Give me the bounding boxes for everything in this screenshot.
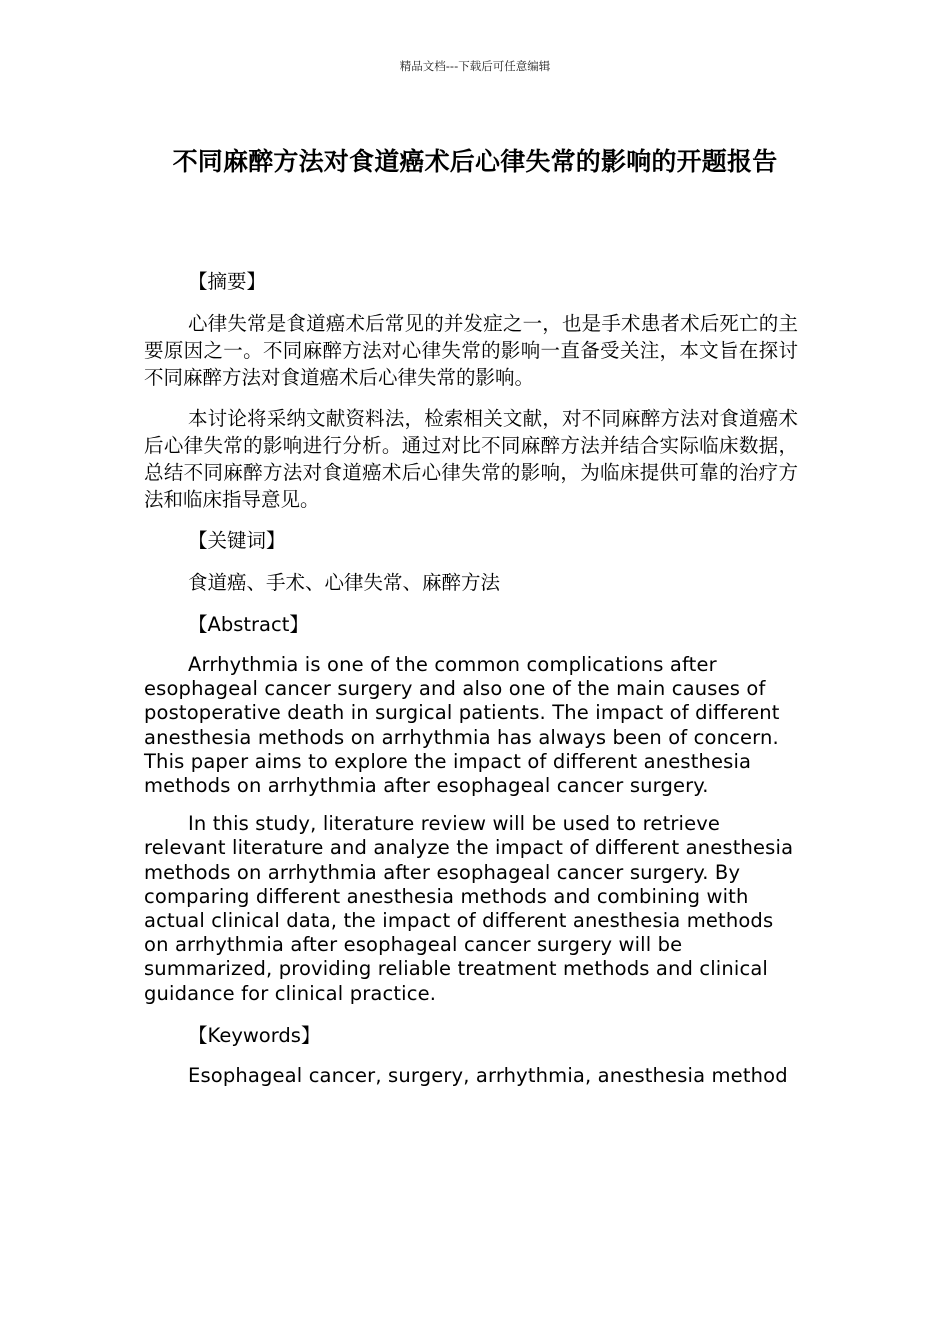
keywords-cn-heading: 【关键词】 xyxy=(188,529,286,552)
abstract-en-heading: 【Abstract】 xyxy=(188,613,309,636)
page-header: 精品文档---下载后可任意编辑 xyxy=(399,59,551,73)
keywords-en-heading: 【Keywords】 xyxy=(188,1023,321,1047)
abstract-cn-paragraph-2: 本讨论将采纳文献资料法，检索相关文献，对不同麻醉方法对食道癌术后心律失常的影响进行分析。通过对比不同麻醉方法并结合实际临床数据，总结不同麻醉方法对食道癌术后心律失常的影响，为临床提供可靠的治疗方法和临床指导意见。 xyxy=(144,407,798,511)
document-title: 不同麻醉方法对食道癌术后心律失常的影响的开题报告 xyxy=(172,147,778,176)
abstract-cn-heading: 【摘要】 xyxy=(188,270,267,293)
document-body xyxy=(144,268,798,1088)
keywords-en-text: Esophageal cancer, surgery, arrhythmia, anesthesia method xyxy=(188,1063,788,1087)
keywords-cn-text: 食道癌、手术、心律失常、麻醉方法 xyxy=(188,571,501,594)
abstract-en-paragraph-2: In this study, literature review will be used to retrieve relevant literature and analyze the impact of different anesthesia methods on arrhythmia after esophageal cancer surgery. By comparing different anesthesia methods and combining with actual clinical data, the impact of different anesthesia methods on arrhythmia after esophageal cancer surgery will be summarized, providing reliable treatment methods and clinical guidance for clinical practice. xyxy=(144,812,794,1005)
abstract-cn-paragraph-1: 心律失常是食道癌术后常见的并发症之一，也是手术患者术后死亡的主要原因之一。不同麻醉方法对心律失常的影响一直备受关注，本文旨在探讨不同麻醉方法对食道癌术后心律失常的影响。 xyxy=(144,312,798,389)
abstract-en-paragraph-1: Arrhythmia is one of the common complications after esophageal cancer surgery and also one of the main causes of postoperative death in surgical patients. The impact of different anesthesia methods on arrhythmia has always been of concern. This paper aims to explore the impact of different anesthesia methods on arrhythmia after esophageal cancer surgery. xyxy=(144,653,780,798)
